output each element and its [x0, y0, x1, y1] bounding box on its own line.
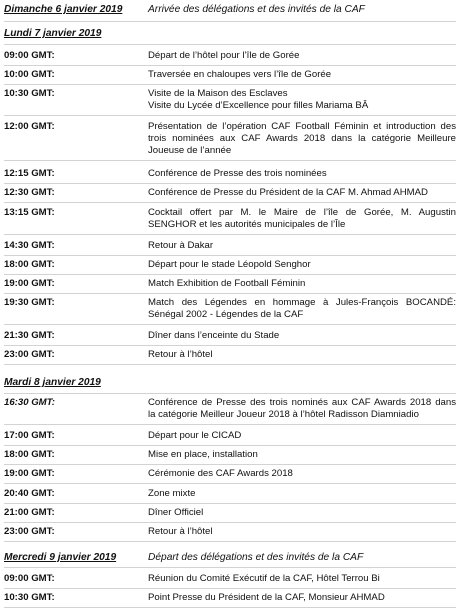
event-description-line: la catégorie Meilleur Joueur 2018 à l’hôtel Radisson Diamniadio — [148, 409, 419, 420]
divider — [4, 293, 456, 294]
divider — [4, 234, 456, 235]
schedule-row — [4, 526, 456, 538]
event-description — [148, 240, 456, 252]
day-header-mercredi-9-janvier-2019 — [4, 552, 456, 564]
event-description — [148, 349, 456, 361]
event-description — [148, 278, 456, 290]
event-description-line: Sénégal 2002 - Légendes de la CAF — [148, 309, 304, 320]
divider — [4, 115, 456, 116]
day-date: Lundi 7 janvier 2019 — [4, 28, 102, 39]
divider — [4, 567, 456, 568]
schedule-row — [4, 592, 456, 604]
event-description-line: Réunion du Comité Exécutif de la CAF, Hôtel Terrou Bi — [148, 573, 380, 584]
event-description-line: Départ pour le stade Léopold Senghor — [148, 259, 311, 270]
schedule-row — [4, 121, 456, 157]
day-header-lundi-7-janvier-2019 — [4, 28, 456, 40]
event-time: 10:00 GMT: — [4, 69, 55, 80]
event-description-line: Dîner dans l’enceinte du Stade — [148, 330, 280, 341]
event-description-line: Retour à l’hôtel — [148, 349, 213, 360]
divider — [4, 44, 456, 45]
event-time: 19:30 GMT: — [4, 297, 55, 308]
schedule-row — [4, 488, 456, 500]
schedule-row — [4, 187, 456, 199]
event-time: 19:00 GMT: — [4, 468, 55, 479]
event-time: 20:40 GMT: — [4, 488, 55, 499]
schedule-row — [4, 449, 456, 461]
event-description — [148, 50, 456, 62]
divider — [4, 424, 456, 425]
event-description-line: Conférence de Presse du Président de la CAF M. Ahmad AHMAD — [148, 187, 428, 198]
event-time: 21:30 GMT: — [4, 330, 55, 341]
divider — [4, 274, 456, 275]
divider — [4, 65, 456, 66]
divider — [4, 483, 456, 484]
event-description — [148, 488, 456, 500]
event-description — [148, 526, 456, 538]
event-description — [148, 573, 456, 585]
day-header-mardi-8-janvier-2019 — [4, 377, 456, 389]
divider — [4, 84, 456, 85]
event-description — [148, 330, 456, 342]
event-description-line: Match Exhibition de Football Féminin — [148, 278, 306, 289]
divider — [4, 21, 456, 22]
divider — [4, 183, 456, 184]
event-description-line: Joueuse de l’année — [148, 145, 232, 156]
event-description-line: Départ de l’hôtel pour l’île de Gorée — [148, 50, 300, 61]
schedule-row — [4, 573, 456, 585]
divider — [4, 445, 456, 446]
day-header-dimanche-6-janvier-2019 — [4, 4, 456, 16]
schedule-row — [4, 330, 456, 342]
event-time: 16:30 GMT: — [4, 397, 55, 408]
schedule-row — [4, 259, 456, 271]
event-description-line: Retour à l’hôtel — [148, 526, 213, 537]
event-description-line: Point Presse du Président de la CAF, Monsieur AHMAD — [148, 592, 385, 603]
event-time: 23:00 GMT: — [4, 349, 55, 360]
event-time: 17:00 GMT: — [4, 430, 55, 441]
event-time: 10:30 GMT: — [4, 88, 55, 99]
event-time: 09:00 GMT: — [4, 50, 55, 61]
event-time: 23:00 GMT: — [4, 526, 55, 537]
schedule-row — [4, 240, 456, 252]
day-note: Départ des délégations et des invités de la CAF — [148, 552, 364, 563]
event-time: 18:00 GMT: — [4, 259, 55, 270]
schedule-row — [4, 69, 456, 81]
event-description — [148, 468, 456, 480]
event-description-line: trois nominées aux CAF Awards 2018 dans la catégorie Meilleure — [148, 133, 456, 144]
event-time: 12:30 GMT: — [4, 187, 55, 198]
schedule-row — [4, 88, 456, 112]
schedule-row — [4, 507, 456, 519]
event-description-line: SENGHOR et les autorités municipales de l’Île — [148, 219, 346, 230]
event-time: 14:30 GMT: — [4, 240, 55, 251]
schedule-row — [4, 430, 456, 442]
schedule-row — [4, 168, 456, 180]
event-time: 21:00 GMT: — [4, 507, 55, 518]
event-description-line: Visite du Lycée d’Excellence pour filles Mariama BÂ — [148, 100, 369, 111]
schedule-row — [4, 207, 456, 231]
event-time: 09:00 GMT: — [4, 573, 55, 584]
schedule-row — [4, 468, 456, 480]
event-description-line: Cérémonie des CAF Awards 2018 — [148, 468, 293, 479]
day-note: Arrivée des délégations et des invités de la CAF — [148, 4, 365, 15]
event-description — [148, 121, 456, 157]
divider — [4, 364, 456, 365]
event-description — [148, 88, 456, 112]
divider — [4, 541, 456, 542]
event-description-line: Retour à Dakar — [148, 240, 214, 251]
event-description-line: Visite de la Maison des Esclaves — [148, 88, 288, 99]
schedule-row — [4, 297, 456, 321]
day-date: Dimanche 6 janvier 2019 — [4, 4, 123, 15]
day-date: Mardi 8 janvier 2019 — [4, 377, 101, 388]
event-description — [148, 69, 456, 81]
event-description — [148, 592, 456, 604]
event-time: 12:15 GMT: — [4, 168, 55, 179]
divider — [4, 393, 456, 394]
divider — [4, 522, 456, 523]
event-time: 10:30 GMT: — [4, 592, 55, 603]
divider — [4, 160, 456, 161]
divider — [4, 464, 456, 465]
event-description-line: Match des Légendes en hommage à Jules-François BOCANDÉ: — [148, 297, 456, 308]
event-description-line: Mise en place, installation — [148, 449, 258, 460]
event-time: 12:00 GMT: — [4, 121, 55, 132]
event-description-line: Présentation de l’opération CAF Football Féminin et introduction des — [148, 121, 456, 132]
schedule-row — [4, 397, 456, 421]
event-time: 19:00 GMT: — [4, 278, 55, 289]
day-date: Mercredi 9 janvier 2019 — [4, 552, 117, 563]
event-time: 13:15 GMT: — [4, 207, 55, 218]
event-description-line: Départ pour le CICAD — [148, 430, 242, 441]
divider — [4, 255, 456, 256]
event-description-line: Cocktail offert par M. le Maire de l’île de Gorée, M. Augustin — [148, 207, 456, 218]
event-description-line: Conférence de Presse des trois nominées — [148, 168, 327, 179]
event-description — [148, 449, 456, 461]
event-description — [148, 297, 456, 321]
event-description — [148, 507, 456, 519]
divider — [4, 588, 456, 589]
event-time: 18:00 GMT: — [4, 449, 55, 460]
schedule-row — [4, 278, 456, 290]
divider — [4, 202, 456, 203]
schedule-row — [4, 50, 456, 62]
divider — [4, 345, 456, 346]
event-description — [148, 187, 456, 199]
event-description — [148, 430, 456, 442]
schedule-row — [4, 349, 456, 361]
divider — [4, 324, 456, 325]
event-description-line: Conférence de Presse des trois nominés aux CAF Awards 2018 dans — [148, 397, 456, 408]
event-description-line: Dîner Officiel — [148, 507, 204, 518]
event-description — [148, 397, 456, 421]
divider — [4, 607, 456, 608]
event-description — [148, 207, 456, 231]
event-description-line: Zone mixte — [148, 488, 196, 499]
event-description — [148, 259, 456, 271]
event-description-line: Traversée en chaloupes vers l’île de Gorée — [148, 69, 332, 80]
event-description — [148, 168, 456, 180]
divider — [4, 503, 456, 504]
